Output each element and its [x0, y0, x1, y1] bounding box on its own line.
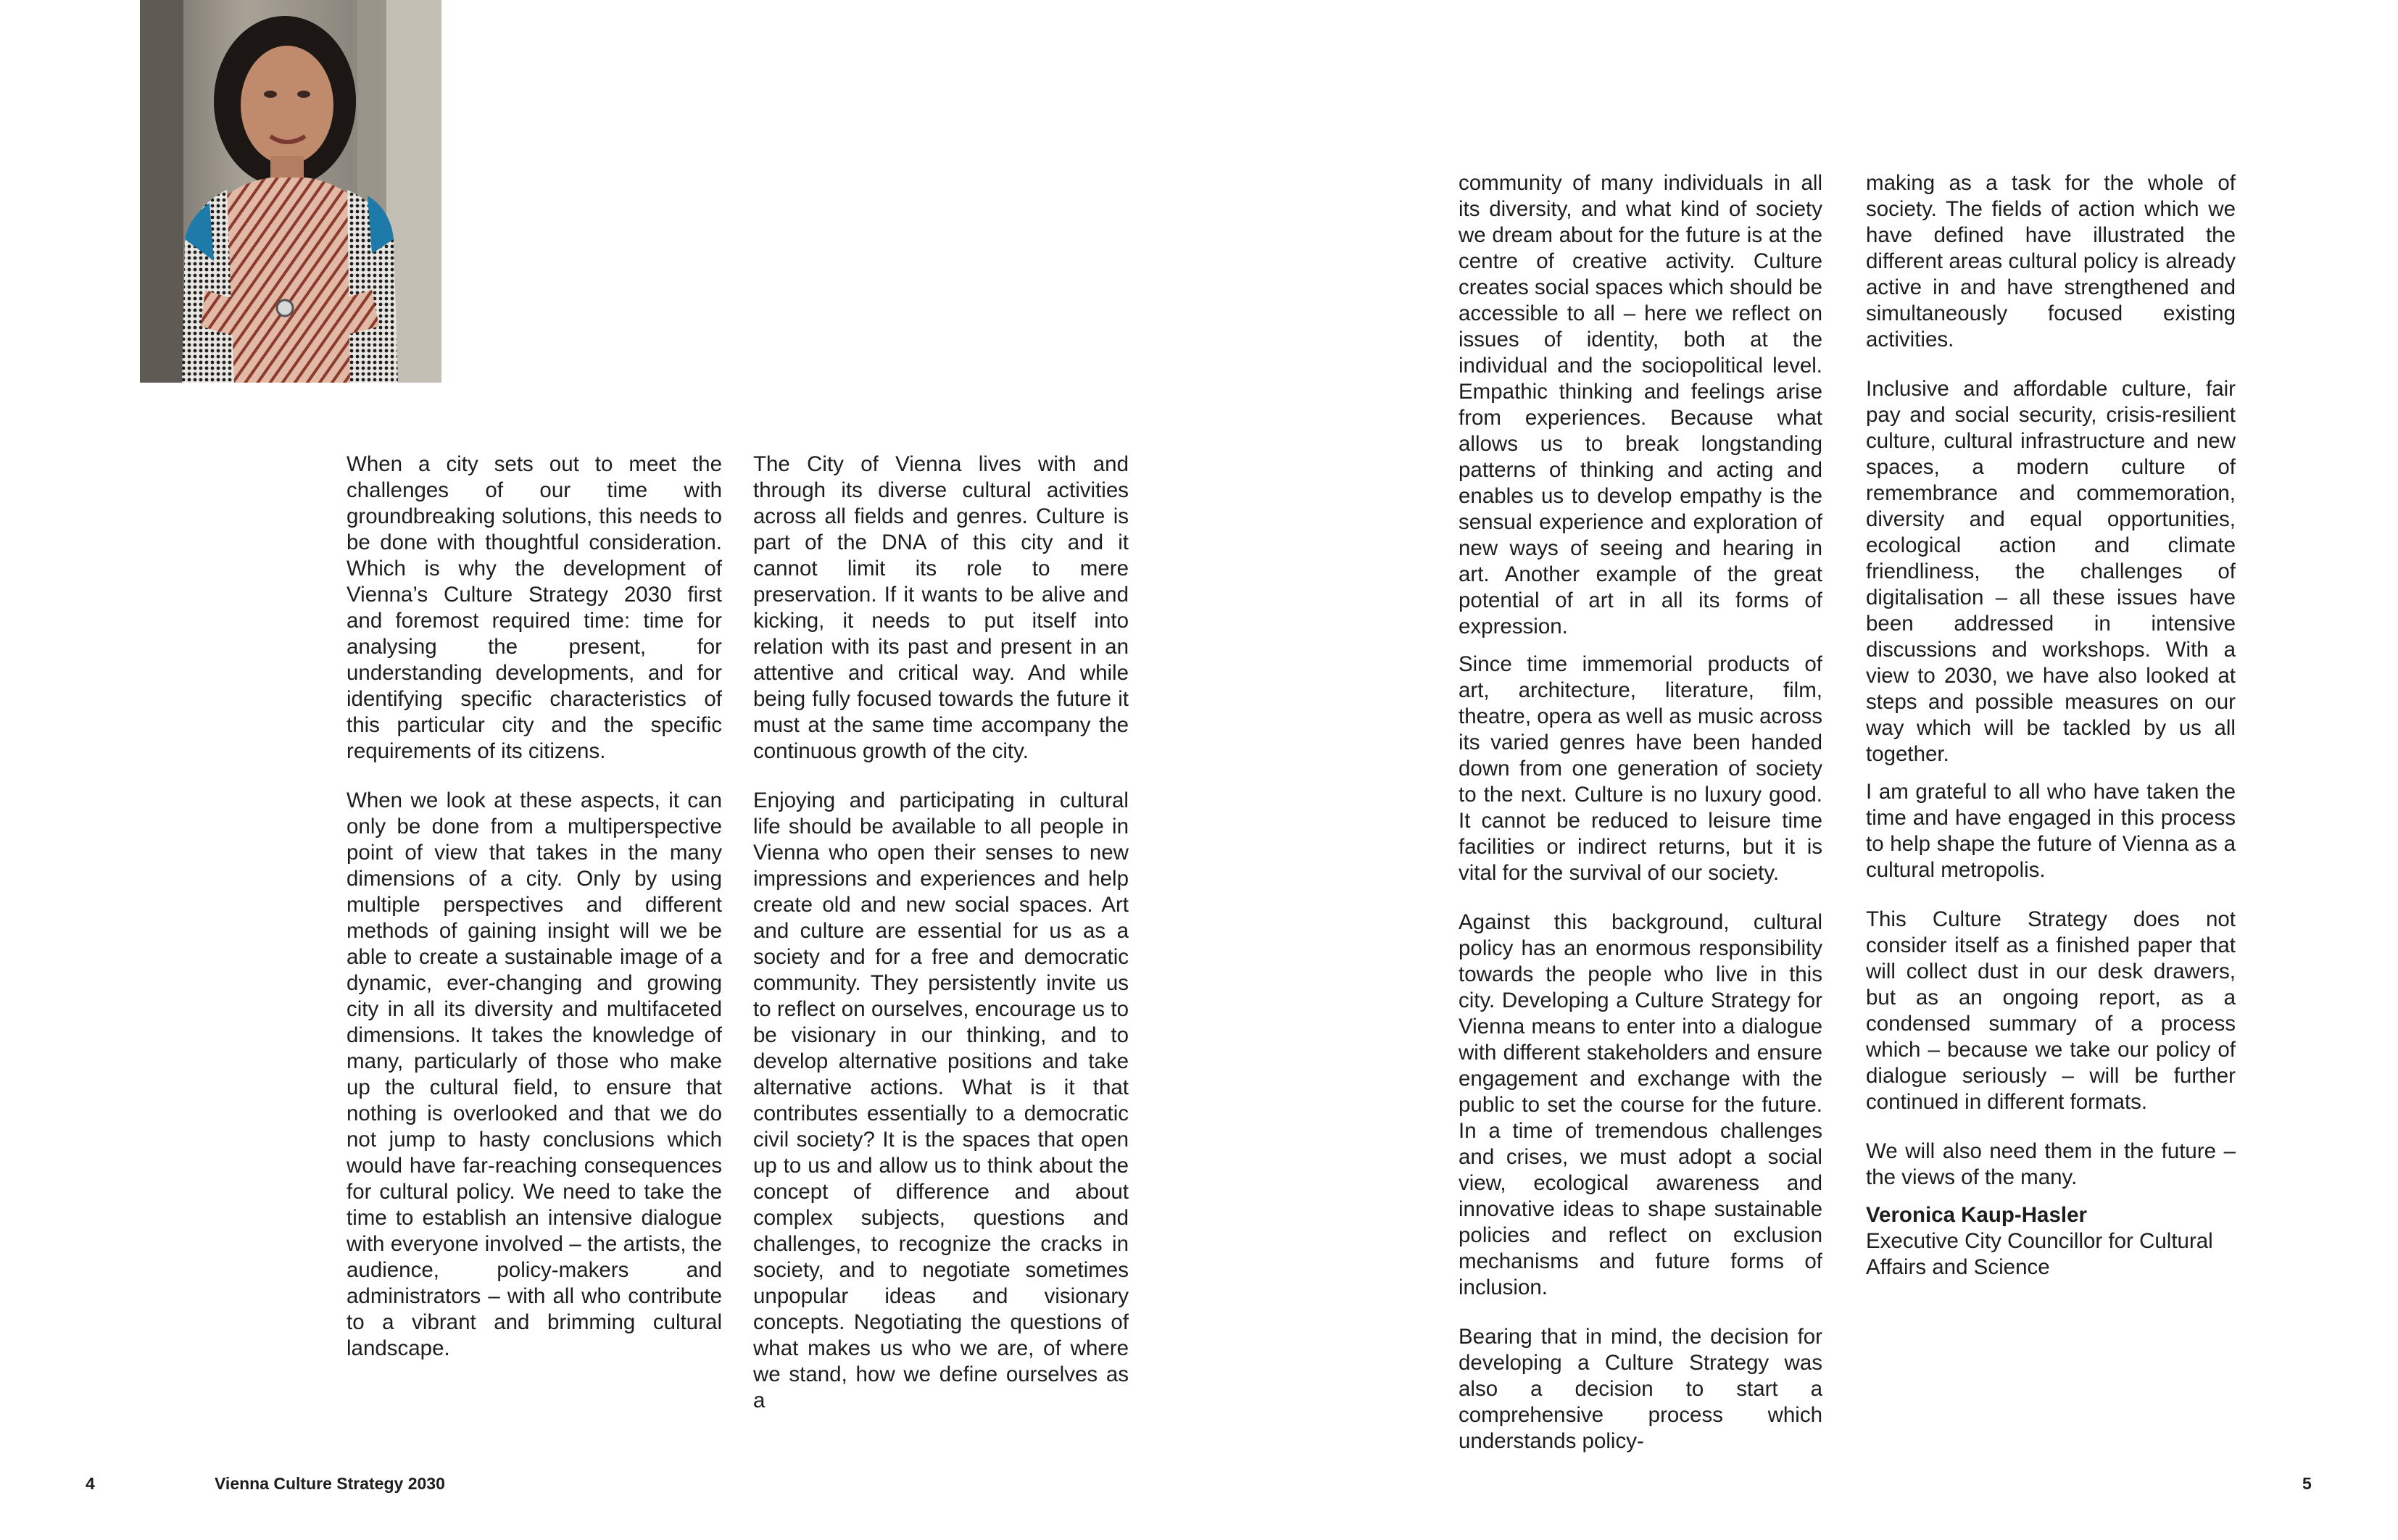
- paragraph: making as a task for the whole of society. The fields of action which we have defined have illustrated the different areas cultural policy is already active in and have strengthened and simultaneously focused existing activities.: [1866, 171, 2236, 351]
- paragraph: Bearing that in mind, the decision for developing a Culture Strategy was also a decision to start a comprehensive process which understands policy-: [1459, 1325, 1822, 1453]
- article-column-1: [347, 451, 722, 1362]
- signature-name: Veronica Kaup-Hasler: [1866, 1203, 2087, 1227]
- paragraph: We will also need them in the future – the views of the many.: [1866, 1139, 2236, 1189]
- paragraph: community of many individuals in all its diversity, and what kind of society we dream about for the future is at the centre of creative activity. Culture creates social spaces which should be accessible to all – here we reflect on issues of identity, both at the individual and the sociopolitical level. Empathic thinking and feelings arise from experiences. Because what allows us to break longstanding patterns of thinking and acting and enables us to develop empathy is the sensual experience and exploration of new ways of seeing and hearing in art. Another example of the great potential of art in all its forms of expression.: [1459, 171, 1822, 638]
- page-number-left: 4: [86, 1474, 95, 1493]
- paragraph: The City of Vienna lives with and through its diverse cultural activities across all fields and genres. Culture is part of the DNA of this city and it cannot limit its role to mere preservation. If it wants to be alive and kicking, it needs to put itself into relation with its past and present in an attentive and critical way. And while being fully focused towards the future it must at the same time accompany the continuous growth of the city.: [753, 452, 1129, 763]
- article-column-2: [753, 451, 1129, 1414]
- article-column-4: [1866, 170, 2236, 1281]
- paragraph: Since time immemorial products of art, architecture, literature, film, theatre, opera as well as music across its varied genres have been handed down from one generation of society to the next. Culture is no luxury good. It cannot be reduced to leisure time facilities or indirect returns, but it is vital for the survival of our society.: [1459, 652, 1822, 885]
- paragraph: Enjoying and participating in cultural life should be available to all people in Vienna who open their senses to new impressions and experiences and help create old and new social spaces. Art and culture are essential for us as a society and for a free and democratic community. They persistently invite us to reflect on ourselves, encourage us to be visionary in our thinking, and to develop alternative positions and take alternative actions. What is it that contributes essentially to a democratic civil society? It is the spaces that open up to us and allow us to think about the concept of difference and about complex subjects, questions and challenges, to recognize the cracks in society, and to negotiate sometimes unpopular ideas and visionary concepts. Negotiating the questions of what makes us who we are, of where we stand, how we define ourselves as a: [753, 788, 1129, 1412]
- signature-role: Executive City Councillor for Cultural Affairs and Science: [1866, 1229, 2213, 1279]
- portrait-photo: [140, 0, 441, 383]
- portrait-icon: [140, 0, 441, 383]
- paragraph: I am grateful to all who have taken the time and have engaged in this process to help shape the future of Vienna as a cultural metropolis.: [1866, 780, 2236, 882]
- paragraph: Inclusive and affordable culture, fair pay and social security, crisis-resilient culture, cultural infrastructure and new spaces, a modern culture of remembrance and commemoration, diversity and equal opportunities, ecological action and climate friendliness, the challenges of digitalisation – all these issues have been addressed in intensive discussions and workshops. With a view to 2030, we have also looked at steps and possible measures on our way which will be tackled by us all together.: [1866, 377, 2236, 766]
- paragraph: When we look at these aspects, it can only be done from a multiperspective point of view that takes in the many dimensions of a city. Only by using multiple perspectives and different methods of gaining insight will we be able to create a sustainable image of a dynamic, ever-changing and growing city in all its diversity and multifaceted dimensions. It takes the knowledge of many, particularly of those who make up the cultural field, to ensure that nothing is overlooked and that we do not jump to hasty conclusions which would have far-reaching consequences for cultural policy. We need to take the time to establish an intensive dialogue with everyone involved – the artists, the audience, policy-makers and administrators – with all who contribute to a vibrant and brimming cultural landscape.: [347, 788, 722, 1360]
- article-column-3: [1459, 170, 1822, 1454]
- running-title: Vienna Culture Strategy 2030: [215, 1474, 445, 1493]
- paragraph: This Culture Strategy does not consider itself as a finished paper that will collect dust in our desk drawers, but as an ongoing report, as a condensed summary of a process which – because we take our policy of dialogue seriously – will be further continued in different formats.: [1866, 907, 2236, 1114]
- paragraph: Against this background, cultural policy has an enormous responsibility towards the people who live in this city. Developing a Culture Strategy for Vienna means to enter into a dialogue with different stakeholders and ensure engagement and exchange with the public to set the course for the future. In a time of tremendous challenges and crises, we must adopt a social view, ecological awareness and innovative ideas to shape sustainable policies and reflect on exclusion mechanisms and future forms of inclusion.: [1459, 910, 1822, 1299]
- paragraph: When a city sets out to meet the challenges of our time with groundbreaking solutions, this needs to be done with thoughtful consideration. Which is why the development of Vienna’s Culture Strategy 2030 first and foremost required time: time for analysing the present, for understanding developments, and for identifying specific characteristics of this particular city and the specific requirements of its citizens.: [347, 452, 722, 763]
- page-number-right: 5: [2302, 1474, 2312, 1493]
